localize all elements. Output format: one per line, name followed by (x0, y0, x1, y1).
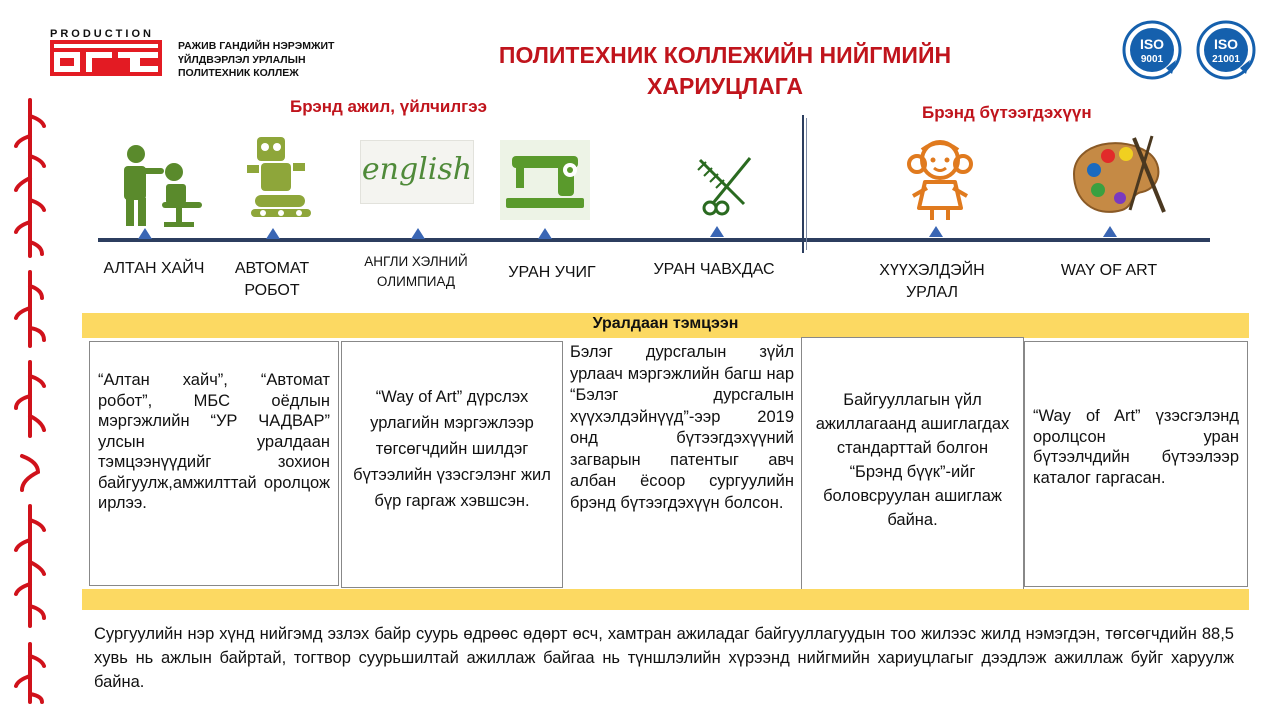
timeline-marker (138, 228, 152, 239)
timeline-label-altan-khaich: АЛТАН ХАЙЧ (103, 260, 205, 277)
timeline-marker (266, 228, 280, 239)
competition-heading: Уралдаан тэмцээн (592, 315, 739, 332)
timeline-label-doll-craft: ХҮҮХЭЛДЭЙН УРЛАЛ (879, 262, 985, 301)
barber-icon (112, 140, 212, 230)
logo-line-3: ПОЛИТЕХНИК КОЛЛЕЖ (178, 67, 299, 79)
timeline-marker (710, 226, 724, 237)
page-title (420, 40, 1030, 102)
competition-box-text: Байгууллагын үйл ажиллагаанд ашиглагдах стандарттай болгон “Брэнд бүүк”-ийг боловсруулан ашиглаж байна. (815, 391, 1010, 529)
competition-box-1 (89, 341, 339, 586)
iso-9001-badge-icon (1122, 20, 1182, 80)
timeline-marker (411, 228, 425, 239)
competition-box-text: Бэлэг дурсгалын зүйл урлаач мэргэжлийн багш нар “Бэлэг дурсгалын хүүхэлдэйнүүд”-ээр 2019 онд бүтээгдэхүүний загварын патентыг авч албан ёсоор сургуулийн брэнд бүтээгдэхүүн болсон. (570, 343, 794, 512)
timeline-label-avtomat-robot: АВТОМАТ РОБОТ (234, 260, 310, 299)
timeline-label-english-olympiad: АНГЛИ ХЭЛНИЙ ОЛИМПИАД (364, 254, 468, 289)
logo-org-name (178, 40, 334, 81)
title-line-1: ПОЛИТЕХНИК КОЛЛЕЖИЙН НИЙГМИЙН (498, 42, 952, 68)
iso-9001-top: ISO (1139, 36, 1165, 52)
english-icon-text: english (361, 152, 473, 187)
competition-box-3 (564, 340, 800, 589)
iso-9001-bottom: 9001 (1140, 54, 1164, 65)
logo-icon (50, 40, 162, 76)
english-icon (360, 140, 474, 204)
competition-box-text: “Way of Art” дүрслэх урлагийн мэргэжлээр төгсөгчдийн шилдэг бүтээлийн үзэсгэлэнг жил бүр гаргаж хэвшсэн. (353, 388, 551, 510)
scissors-comb-icon (692, 152, 758, 218)
logo-production-text: PRODUCTION (50, 28, 154, 40)
robot-icon (245, 133, 317, 223)
services-heading: Брэнд ажил, үйлчилгээ (290, 97, 488, 116)
competition-box-text: “Алтан хайч”, “Автомат робот”, МБС оёдлын мэргэжлийн “УР ЧАДВАР” улсын уралдаан тэмцээнүүдийг зохион байгуулж,амжилттай оролцож ирлээ. (98, 371, 330, 512)
timeline-marker (929, 226, 943, 237)
iso-21001-top: ISO (1213, 36, 1239, 52)
timeline-label-uran-uchig: УРАН УЧИГ (508, 264, 596, 281)
timeline-marker (1103, 226, 1117, 237)
timeline-separator-shadow (806, 118, 807, 250)
competition-box-text: “Way of Art” үзэсгэлэнд оролцсон уран бүтээлчдийн бүтээлээр каталог гаргасан. (1033, 407, 1239, 487)
competition-box-5 (1024, 341, 1248, 587)
logo-line-2: ҮЙЛДВЭРЛЭЛ УРЛАЛЫН (178, 53, 306, 66)
mongolian-script-icon (8, 96, 52, 708)
competition-box-4 (801, 337, 1024, 590)
timeline-label-way-of-art: WAY OF ART (1060, 262, 1158, 279)
timeline-separator (802, 115, 804, 253)
iso-21001-bottom: 21001 (1212, 54, 1240, 65)
competition-band-bottom (82, 589, 1249, 610)
timeline-label-uran-chavkhdas: УРАН ЧАВХДАС (653, 261, 775, 278)
competition-box-2 (341, 341, 563, 588)
summary-text: Сургуулийн нэр хүнд нийгэмд эзлэх байр суурь өдрөөс өдөрт өсч, хамтран ажиладаг байгууллагуудын тоо жилээс жилд нэмэгдэн, төгсөгчдийн 88,5 хувь нь ажлын байртай, тогтвор суурьшилтай ажиллаж байгаа нь түншлэлийн хүрээнд нийгмийн хариуцлагыг дээдлэж ажиллаж буйг харуулж байна. (94, 625, 1234, 691)
title-line-2: ХАРИУЦЛАГА (647, 73, 803, 99)
timeline-marker (538, 228, 552, 239)
sewing-machine-icon (500, 140, 590, 220)
timeline-line (98, 238, 1210, 242)
logo-line-1: РАЖИВ ГАНДИЙН НЭРЭМЖИТ (178, 40, 335, 52)
products-heading: Брэнд бүтээгдэхүүн (922, 103, 1092, 122)
doll-icon (905, 132, 975, 224)
palette-icon (1064, 128, 1168, 218)
iso-21001-badge-icon (1196, 20, 1256, 80)
